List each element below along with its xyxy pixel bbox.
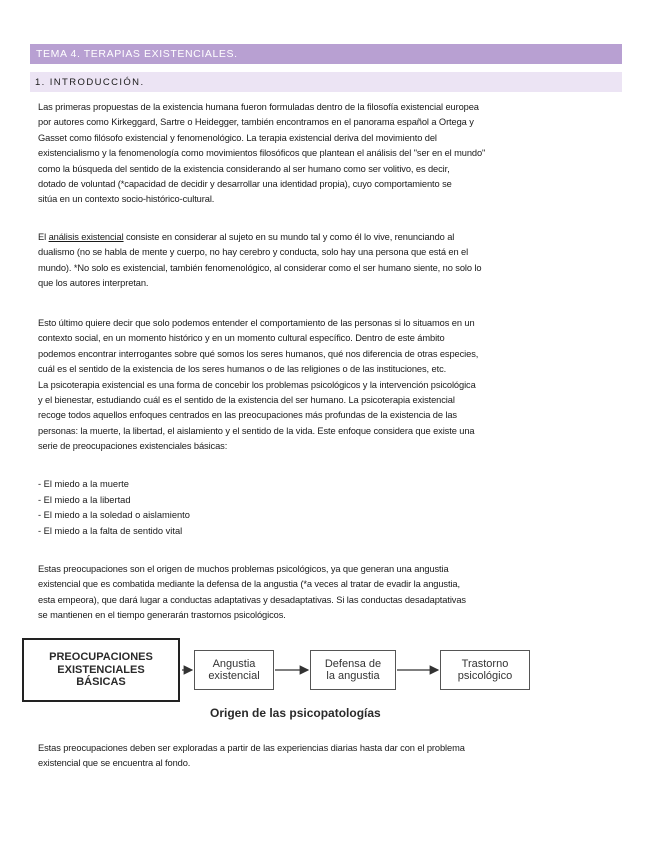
paragraph-intro <box>38 100 614 208</box>
diagram-caption: Origen de las psicopatologías <box>210 706 381 720</box>
text-line: recoge todos aquellos enfoques centrados en las preocupaciones más profundas de la existencia de las <box>38 410 457 421</box>
paragraph-contexto <box>38 316 614 455</box>
text-line: dualismo (no se habla de mente y cuerpo, no hay cerebro y conducta, solo hay una persona que está en el <box>38 247 469 258</box>
paragraph-exploracion <box>38 741 614 772</box>
paragraph-analisis <box>38 230 614 292</box>
text-line: como la búsqueda del sentido de la existencia considerando al ser humano como ser volitivo, es decir, <box>38 163 450 174</box>
text-line: Esto último quiere decir que solo podemos entender el comportamiento de las personas si lo situamos en un <box>38 318 475 328</box>
text-line: existencial que se encuentra al fondo. <box>38 758 191 769</box>
box-label-line: psicológico <box>457 670 513 682</box>
text-line: serie de preocupaciones existenciales básicas: <box>38 441 228 452</box>
psychopathology-flow-diagram <box>22 638 622 720</box>
text-line: personas: la muerte, la libertad, el aislamiento y el sentido de la vida. Este enfoque considera que existe una <box>38 425 475 436</box>
list-item: - El miedo a la soledad o aislamiento <box>38 510 190 521</box>
text-line: sitúa en un contexto socio-histórico-cultural. <box>38 194 215 205</box>
preoccupations-list <box>38 477 438 539</box>
box-trastorno <box>440 650 530 690</box>
box-defensa <box>310 650 396 690</box>
underlined-term: análisis existencial <box>48 232 124 242</box>
box-label-line: existencial <box>208 670 260 682</box>
text-fragment: consiste en considerar al sujeto en su mundo tal y como él lo vive, renunciando al <box>123 232 455 242</box>
box-label-line: BÁSICAS <box>76 676 126 689</box>
text-line: Estas preocupaciones deben ser exploradas a partir de las experiencias diarias hasta dar con el problema <box>38 743 465 753</box>
text-line: que los autores interpretan. <box>38 278 149 289</box>
text-line: dotado de voluntad (*capacidad de decidir y desarrollar una identidad propia), cuyo comportamiento se <box>38 179 452 190</box>
text-line: mundo). *No solo es existencial, también fenomenológico, al considerar como el ser humano siente, no solo lo <box>38 262 482 273</box>
box-label-line: Angustia <box>212 657 256 670</box>
text-line: por autores como Kirkeggard, Sartre o Heidegger, también encontramos en el panorama español a Ortega y <box>38 117 474 128</box>
text-line: Las primeras propuestas de la existencia humana fueron formuladas dentro de la filosofía existencial europea <box>38 102 479 112</box>
list-item: - El miedo a la falta de sentido vital <box>38 525 183 536</box>
box-label-line: la angustia <box>326 670 380 682</box>
section-heading: 1. INTRODUCCIÓN. <box>30 72 622 92</box>
box-label-line: Trastorno <box>461 657 509 670</box>
text-line: y el bienestar, estudiando cuál es el sentido de la existencia del ser humano. La psicoterapia existencial <box>38 395 455 406</box>
text-line: cuál es el sentido de la existencia de los seres humanos o de las religiones o de las instituciones, etc. <box>38 364 447 375</box>
box-label-line: EXISTENCIALES <box>57 663 145 676</box>
box-label-line: Defensa de <box>324 657 382 670</box>
text-line: existencial que es combatida mediante la defensa de la angustia (*a veces al tratar de evadir la angustia, <box>38 579 460 590</box>
list-item: - El miedo a la muerte <box>38 479 129 489</box>
text-line: La psicoterapia existencial es una forma de concebir los problemas psicológicos y la intervención psicológica <box>38 379 476 390</box>
text-fragment: El <box>38 232 49 242</box>
text-line: Estas preocupaciones son el origen de muchos problemas psicológicos, ya que generan una angustia <box>38 564 449 574</box>
box-label-line: PREOCUPACIONES <box>49 651 153 664</box>
document-title: TEMA 4. TERAPIAS EXISTENCIALES. <box>30 44 622 64</box>
text-line: existencialismo y la fenomenología como movimientos filosóficos que plantean el análisis del "ser en el mundo" <box>38 148 486 159</box>
text-line: esta empeora), que dará lugar a conductas adaptativas y desadaptativas. Si las conductas desadaptativas <box>38 594 466 605</box>
list-item: - El miedo a la libertad <box>38 494 131 505</box>
text-line: se mantienen en el tiempo generarán trastornos psicológicos. <box>38 610 286 621</box>
text-line: podemos encontrar interrogantes sobre qué somos los seres humanos, qué nos diferencia de otras especies, <box>38 348 479 359</box>
text-line: contexto social, en un momento histórico y en un momento cultural específico. Dentro de este ámbito <box>38 333 445 344</box>
box-preocupaciones <box>22 638 180 702</box>
text-line: Gasset como filósofo existencial y fenomenológico. La terapia existencial deriva del movimiento del <box>38 132 437 143</box>
text-line <box>38 230 614 245</box>
paragraph-origen <box>38 562 614 624</box>
box-angustia <box>194 650 274 690</box>
